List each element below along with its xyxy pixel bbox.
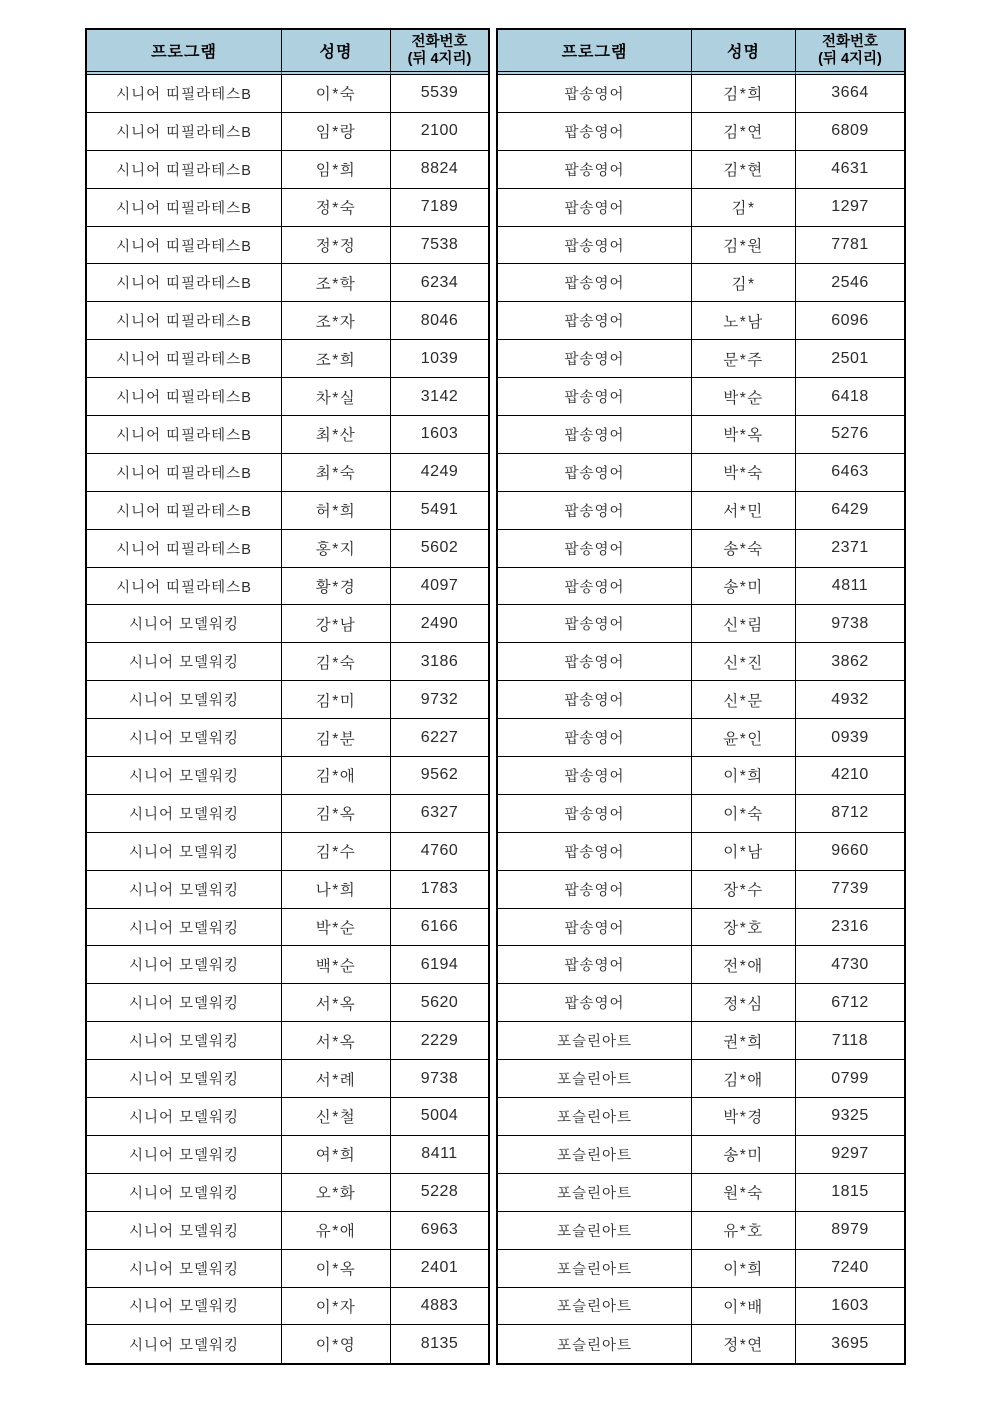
phone-cell: 2371 xyxy=(796,530,904,568)
left-column-header-phone xyxy=(391,30,488,75)
right-column-header-name: 성명 xyxy=(692,30,796,75)
program-cell: 시니어 띠필라테스B xyxy=(87,227,282,265)
name-cell: 박*경 xyxy=(692,1098,796,1136)
phone-cell: 9738 xyxy=(796,605,904,643)
name-cell: 차*실 xyxy=(282,378,391,416)
program-cell: 팝송영어 xyxy=(498,984,692,1022)
program-cell: 시니어 띠필라테스B xyxy=(87,530,282,568)
program-cell: 시니어 모델워킹 xyxy=(87,1174,282,1212)
program-cell: 시니어 모델워킹 xyxy=(87,1212,282,1250)
program-cell: 시니어 모델워킹 xyxy=(87,795,282,833)
phone-cell: 4760 xyxy=(391,833,488,871)
phone-cell: 4097 xyxy=(391,568,488,606)
phone-cell: 2100 xyxy=(391,113,488,151)
name-cell: 최*숙 xyxy=(282,454,391,492)
program-cell: 시니어 모델워킹 xyxy=(87,1136,282,1174)
phone-cell: 2229 xyxy=(391,1022,488,1060)
name-cell: 이*희 xyxy=(692,757,796,795)
name-cell: 백*순 xyxy=(282,946,391,984)
phone-cell: 6429 xyxy=(796,492,904,530)
phone-cell: 3664 xyxy=(796,75,904,113)
program-cell: 시니어 모델워킹 xyxy=(87,1288,282,1326)
program-cell: 시니어 모델워킹 xyxy=(87,909,282,947)
phone-cell: 1603 xyxy=(391,416,488,454)
phone-cell: 0939 xyxy=(796,719,904,757)
program-cell: 포슬린아트 xyxy=(498,1136,692,1174)
name-cell: 서*민 xyxy=(692,492,796,530)
phone-cell: 9738 xyxy=(391,1060,488,1098)
program-cell: 시니어 띠필라테스B xyxy=(87,378,282,416)
phone-cell: 5276 xyxy=(796,416,904,454)
name-cell: 전*애 xyxy=(692,946,796,984)
phone-cell: 6327 xyxy=(391,795,488,833)
program-cell: 시니어 모델워킹 xyxy=(87,871,282,909)
left-phone-header-line1: 전화번호 xyxy=(411,33,468,50)
program-cell: 시니어 띠필라테스B xyxy=(87,302,282,340)
name-cell: 허*희 xyxy=(282,492,391,530)
right-column-header-phone xyxy=(796,30,904,75)
name-cell: 정*정 xyxy=(282,227,391,265)
name-cell: 신*철 xyxy=(282,1098,391,1136)
phone-cell: 4249 xyxy=(391,454,488,492)
name-cell: 서*옥 xyxy=(282,984,391,1022)
program-cell: 시니어 띠필라테스B xyxy=(87,492,282,530)
phone-cell: 5491 xyxy=(391,492,488,530)
name-cell: 황*경 xyxy=(282,568,391,606)
phone-cell: 6809 xyxy=(796,113,904,151)
phone-cell: 8135 xyxy=(420,1335,459,1353)
name-cell: 최*산 xyxy=(282,416,391,454)
phone-cell: 4210 xyxy=(796,757,904,795)
name-cell: 이*숙 xyxy=(692,795,796,833)
program-cell: 포슬린아트 xyxy=(498,1174,692,1212)
name-cell: 서*옥 xyxy=(282,1022,391,1060)
name-cell: 여*희 xyxy=(282,1136,391,1174)
name-cell: 신*진 xyxy=(692,643,796,681)
name-cell: 정*연 xyxy=(692,1325,796,1363)
program-cell: 팝송영어 xyxy=(498,605,692,643)
name-cell: 박*옥 xyxy=(692,416,796,454)
program-cell: 시니어 띠필라테스B xyxy=(87,454,282,492)
phone-cell: 1039 xyxy=(391,340,488,378)
right-phone-header-line1: 전화번호 xyxy=(821,33,879,50)
phone-cell: 1815 xyxy=(796,1174,904,1212)
program-cell: 시니어 모델워킹 xyxy=(87,1060,282,1098)
name-cell: 김*숙 xyxy=(282,643,391,681)
name-cell: 송*미 xyxy=(692,568,796,606)
phone-cell: 6227 xyxy=(391,719,488,757)
phone-cell: 1603 xyxy=(796,1288,904,1326)
name-cell: 김*옥 xyxy=(282,795,391,833)
phone-cell: 8046 xyxy=(391,302,488,340)
right-table xyxy=(496,28,906,1365)
name-cell: 송*미 xyxy=(692,1136,796,1174)
phone-cell: 9562 xyxy=(391,757,488,795)
phone-cell: 7240 xyxy=(796,1250,904,1288)
phone-cell: 9325 xyxy=(796,1098,904,1136)
phone-cell: 3862 xyxy=(796,643,904,681)
program-cell: 팝송영어 xyxy=(498,227,692,265)
left-table xyxy=(85,28,490,1365)
phone-cell: 4932 xyxy=(796,681,904,719)
name-cell: 김*수 xyxy=(282,833,391,871)
name-cell: 박*숙 xyxy=(692,454,796,492)
phone-cell: 2401 xyxy=(391,1250,488,1288)
phone-cell: 7739 xyxy=(796,871,904,909)
phone-cell: 9297 xyxy=(796,1136,904,1174)
program-cell: 시니어 띠필라테스B xyxy=(87,568,282,606)
name-cell: 권*희 xyxy=(692,1022,796,1060)
program-cell: 팝송영어 xyxy=(498,568,692,606)
phone-cell: 9660 xyxy=(796,833,904,871)
program-cell: 팝송영어 xyxy=(498,151,692,189)
program-cell: 포슬린아트 xyxy=(498,1060,692,1098)
enrollment-table xyxy=(85,28,906,1365)
program-cell: 포슬린아트 xyxy=(498,1098,692,1136)
program-cell: 팝송영어 xyxy=(498,75,692,113)
program-cell: 시니어 띠필라테스B xyxy=(87,151,282,189)
name-cell: 이*희 xyxy=(692,1250,796,1288)
phone-cell: 4883 xyxy=(391,1288,488,1326)
program-cell: 팝송영어 xyxy=(498,492,692,530)
program-cell: 팝송영어 xyxy=(498,833,692,871)
program-cell: 팝송영어 xyxy=(498,302,692,340)
program-cell: 팝송영어 xyxy=(498,946,692,984)
name-cell: 홍*지 xyxy=(282,530,391,568)
program-cell: 팝송영어 xyxy=(498,909,692,947)
name-cell: 유*호 xyxy=(692,1212,796,1250)
name-cell: 이*영 xyxy=(282,1325,391,1363)
phone-cell: 8411 xyxy=(391,1136,488,1174)
program-cell: 포슬린아트 xyxy=(498,1325,692,1363)
left-phone-header-line2: (뒤 4지리) xyxy=(407,50,472,67)
phone-cell: 5620 xyxy=(391,984,488,1022)
program-cell: 시니어 띠필라테스B xyxy=(87,264,282,302)
name-cell: 유*애 xyxy=(282,1212,391,1250)
name-cell: 정*심 xyxy=(692,984,796,1022)
program-cell: 시니어 모델워킹 xyxy=(87,643,282,681)
left-column-header-name: 성명 xyxy=(282,30,391,75)
program-cell: 시니어 모델워킹 xyxy=(87,1098,282,1136)
name-cell: 노*남 xyxy=(692,302,796,340)
name-cell: 신*문 xyxy=(692,681,796,719)
program-cell: 시니어 모델워킹 xyxy=(87,1325,282,1363)
program-cell: 시니어 모델워킹 xyxy=(87,605,282,643)
program-cell: 시니어 모델워킹 xyxy=(87,681,282,719)
program-cell: 시니어 모델워킹 xyxy=(87,984,282,1022)
program-cell: 시니어 띠필라테스B xyxy=(87,340,282,378)
phone-cell: 8979 xyxy=(796,1212,904,1250)
name-cell: 김*분 xyxy=(282,719,391,757)
program-cell: 팝송영어 xyxy=(498,113,692,151)
phone-cell: 4811 xyxy=(796,568,904,606)
name-cell: 윤*인 xyxy=(692,719,796,757)
name-cell: 이*숙 xyxy=(282,75,391,113)
program-cell: 팝송영어 xyxy=(498,340,692,378)
phone-cell: 6418 xyxy=(796,378,904,416)
program-cell: 팝송영어 xyxy=(498,719,692,757)
name-cell: 김*희 xyxy=(692,75,796,113)
name-cell: 장*호 xyxy=(692,909,796,947)
name-cell: 김*연 xyxy=(692,113,796,151)
program-cell: 팝송영어 xyxy=(498,416,692,454)
name-cell: 박*순 xyxy=(692,378,796,416)
program-cell: 포슬린아트 xyxy=(498,1022,692,1060)
phone-cell: 3186 xyxy=(391,643,488,681)
phone-cell: 0799 xyxy=(796,1060,904,1098)
program-cell: 팝송영어 xyxy=(498,378,692,416)
phone-cell: 7189 xyxy=(391,189,488,227)
name-cell: 정*숙 xyxy=(282,189,391,227)
name-cell: 김*원 xyxy=(692,227,796,265)
name-cell: 김* xyxy=(692,264,796,302)
name-cell: 김*미 xyxy=(282,681,391,719)
phone-cell: 6963 xyxy=(391,1212,488,1250)
name-cell: 서*례 xyxy=(282,1060,391,1098)
phone-cell: 3142 xyxy=(391,378,488,416)
phone-cell: 2546 xyxy=(796,264,904,302)
name-cell: 임*희 xyxy=(282,151,391,189)
program-cell: 팝송영어 xyxy=(498,681,692,719)
phone-cell: 2490 xyxy=(391,605,488,643)
phone-cell: 6234 xyxy=(391,264,488,302)
phone-cell: 6096 xyxy=(796,302,904,340)
phone-cell: 6194 xyxy=(391,946,488,984)
name-cell: 송*숙 xyxy=(692,530,796,568)
program-cell: 팝송영어 xyxy=(498,530,692,568)
phone-cell: 8824 xyxy=(391,151,488,189)
name-cell: 강*남 xyxy=(282,605,391,643)
name-cell: 문*주 xyxy=(692,340,796,378)
phone-cell: 6166 xyxy=(391,909,488,947)
program-cell: 시니어 띠필라테스B xyxy=(87,113,282,151)
program-cell: 팝송영어 xyxy=(498,264,692,302)
program-cell: 팝송영어 xyxy=(498,189,692,227)
program-cell: 팝송영어 xyxy=(498,757,692,795)
right-column-header-program: 프로그램 xyxy=(498,30,692,75)
name-cell: 임*랑 xyxy=(282,113,391,151)
program-cell: 시니어 띠필라테스B xyxy=(87,189,282,227)
phone-cell: 1297 xyxy=(796,189,904,227)
name-cell: 나*희 xyxy=(282,871,391,909)
right-phone-header-line2: (뒤 4지리) xyxy=(818,50,882,67)
name-cell: 이*배 xyxy=(692,1288,796,1326)
phone-cell: 2501 xyxy=(796,340,904,378)
program-cell: 시니어 띠필라테스B xyxy=(87,416,282,454)
program-cell: 팝송영어 xyxy=(498,454,692,492)
phone-cell: 5228 xyxy=(391,1174,488,1212)
program-cell: 포슬린아트 xyxy=(498,1212,692,1250)
phone-cell: 7538 xyxy=(391,227,488,265)
program-cell: 시니어 모델워킹 xyxy=(87,946,282,984)
phone-cell: 1783 xyxy=(391,871,488,909)
name-cell: 조*학 xyxy=(282,264,391,302)
phone-cell: 6712 xyxy=(796,984,904,1022)
phone-cell: 5602 xyxy=(391,530,488,568)
name-cell: 이*남 xyxy=(692,833,796,871)
program-cell: 시니어 모델워킹 xyxy=(87,833,282,871)
phone-cell: 4631 xyxy=(796,151,904,189)
phone-cell: 5004 xyxy=(391,1098,488,1136)
left-column-header-program: 프로그램 xyxy=(87,30,282,75)
phone-cell: 8712 xyxy=(796,795,904,833)
name-cell: 박*순 xyxy=(282,909,391,947)
name-cell: 이*자 xyxy=(282,1288,391,1326)
program-cell: 포슬린아트 xyxy=(498,1250,692,1288)
name-cell: 김*현 xyxy=(692,151,796,189)
program-cell: 팝송영어 xyxy=(498,643,692,681)
name-cell: 오*화 xyxy=(282,1174,391,1212)
program-cell: 포슬린아트 xyxy=(498,1288,692,1326)
name-cell: 이*옥 xyxy=(282,1250,391,1288)
program-cell: 시니어 모델워킹 xyxy=(87,757,282,795)
name-cell: 김*애 xyxy=(692,1060,796,1098)
program-cell: 시니어 모델워킹 xyxy=(87,1022,282,1060)
phone-cell: 7781 xyxy=(796,227,904,265)
name-cell: 조*자 xyxy=(282,302,391,340)
phone-cell: 6463 xyxy=(796,454,904,492)
name-cell: 김*애 xyxy=(282,757,391,795)
name-cell: 원*숙 xyxy=(692,1174,796,1212)
program-cell: 시니어 띠필라테스B xyxy=(87,75,282,113)
phone-cell: 5539 xyxy=(391,75,488,113)
phone-cell: 4730 xyxy=(796,946,904,984)
name-cell: 김* xyxy=(692,189,796,227)
program-cell: 팝송영어 xyxy=(498,871,692,909)
name-cell: 조*희 xyxy=(282,340,391,378)
program-cell: 시니어 모델워킹 xyxy=(87,1250,282,1288)
phone-cell: 9732 xyxy=(391,681,488,719)
program-cell: 팝송영어 xyxy=(498,795,692,833)
phone-cell: 7118 xyxy=(796,1022,904,1060)
name-cell: 신*림 xyxy=(692,605,796,643)
phone-cell: 2316 xyxy=(796,909,904,947)
name-cell: 장*수 xyxy=(692,871,796,909)
phone-cell: 3695 xyxy=(831,1335,869,1353)
program-cell: 시니어 모델워킹 xyxy=(87,719,282,757)
